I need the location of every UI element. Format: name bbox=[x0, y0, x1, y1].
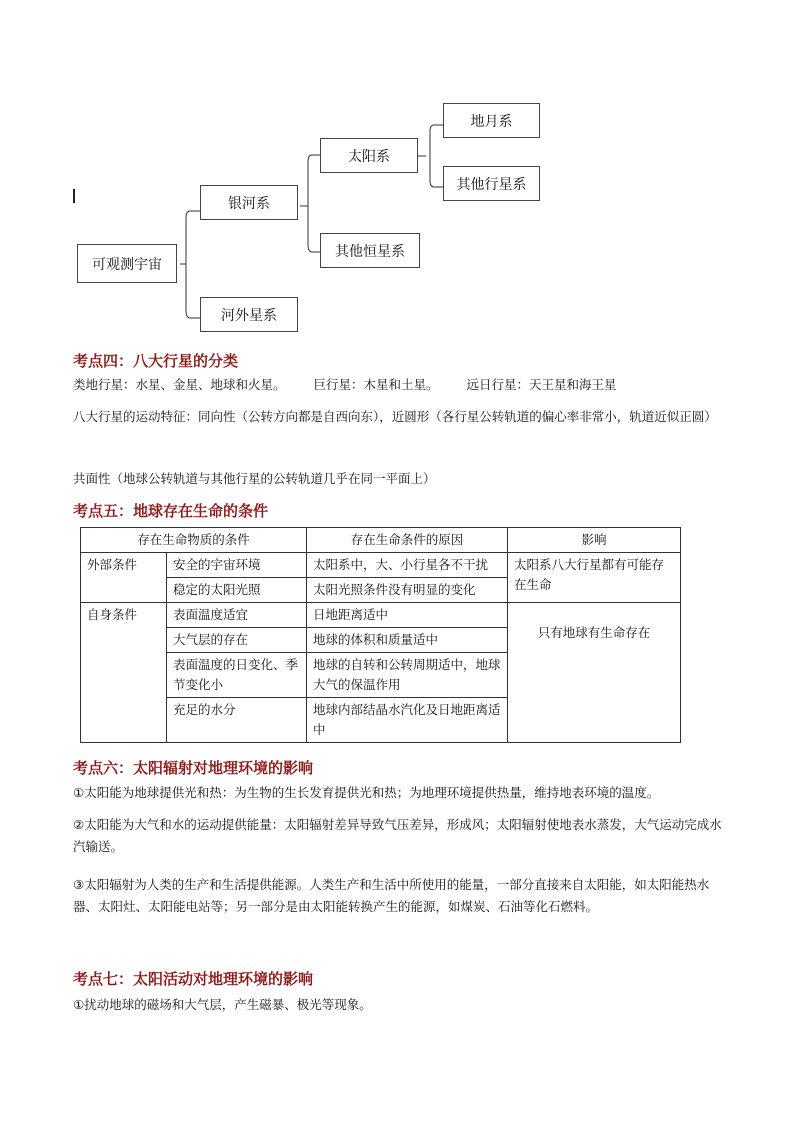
condition-cell: 表面温度的日变化、季节变化小 bbox=[167, 653, 307, 698]
reason-cell: 太阳系中，大、小行星各不干扰 bbox=[307, 553, 508, 578]
header-reasons: 存在生命条件的原因 bbox=[307, 528, 508, 553]
section5-heading: 考点五：地球存在生命的条件 bbox=[73, 502, 269, 520]
table-row bbox=[81, 553, 681, 578]
section4-heading: 考点四：八大行星的分类 bbox=[73, 352, 239, 370]
reason-cell: 日地距离适中 bbox=[307, 603, 508, 628]
reason-cell: 太阳光照条件没有明显的变化 bbox=[307, 578, 508, 603]
bracket-solar bbox=[418, 125, 434, 187]
node-solar-system: 太阳系 bbox=[320, 138, 418, 173]
header-material-conditions: 存在生命物质的条件 bbox=[81, 528, 307, 553]
condition-cell: 安全的宇宙环境 bbox=[167, 553, 307, 578]
terrestrial-planets: 类地行星：水星、金星、地球和火星。 bbox=[73, 377, 286, 392]
section6-heading: 考点六：太阳辐射对地理环境的影响 bbox=[73, 759, 314, 777]
external-conditions-label: 外部条件 bbox=[81, 553, 167, 603]
condition-cell: 稳定的太阳光照 bbox=[167, 578, 307, 603]
node-other-planet-systems: 其他行星系 bbox=[443, 166, 540, 201]
solar-radiation-point-3: ③太阳辐射为人类的生产和生活提供能源。人类生产和生活中所使用的能量，一部分直接来自太阳能，如太阳能热水器、太阳灶、太阳能电站等；另一部分是由太阳能转换产生的能源，如煤炭、石油等化石燃料。 bbox=[73, 877, 710, 914]
header-effects: 影响 bbox=[508, 528, 681, 553]
condition-cell: 充足的水分 bbox=[167, 698, 307, 743]
internal-conditions-label: 自身条件 bbox=[81, 603, 167, 743]
internal-effect-cell: 只有地球有生命存在 bbox=[508, 603, 681, 743]
condition-cell: 表面温度适宜 bbox=[167, 603, 307, 628]
condition-cell: 大气层的存在 bbox=[167, 628, 307, 653]
external-effect-cell: 太阳系八大行星都有可能存在生命 bbox=[508, 553, 681, 603]
node-milky-way: 银河系 bbox=[200, 185, 298, 220]
section7-heading: 考点七：太阳活动对地理环境的影响 bbox=[73, 970, 314, 988]
node-observable-universe: 可观测宇宙 bbox=[77, 244, 177, 283]
solar-activity-point-1: ①扰动地球的磁场和大气层，产生磁暴、极光等现象。 bbox=[73, 997, 372, 1012]
reason-cell: 地球内部结晶水汽化及日地距离适中 bbox=[307, 698, 508, 743]
giant-planets: 巨行星：木星和土星。 bbox=[313, 377, 439, 392]
node-earth-moon-system: 地月系 bbox=[443, 103, 540, 138]
bracket-galaxy bbox=[300, 155, 312, 252]
node-other-star-systems: 其他恒星系 bbox=[320, 233, 420, 268]
solar-radiation-point-1: ①太阳能为地球提供光和热：为生物的生长发育提供光和热；为地理环境提供热量，维持地表环境的温度。 bbox=[73, 785, 660, 800]
life-conditions-table bbox=[80, 527, 681, 743]
planet-motion-text: 八大行星的运动特征：同向性（公转方向都是自西向东），近圆形（各行星公转轨道的偏心率非常小，轨道近似正圆） bbox=[73, 409, 717, 424]
solar-radiation-point-2: ②太阳能为大气和水的运动提供能量：太阳辐射差异导致气压差异，形成风；太阳辐射使地表水蒸发，大气运动完成水汽输送。 bbox=[73, 817, 722, 854]
table-row bbox=[81, 603, 681, 628]
node-extragalactic: 河外星系 bbox=[200, 297, 298, 332]
distant-planets: 远日行星：天王星和海王星 bbox=[466, 377, 617, 392]
reason-cell: 地球的自转和公转周期适中，地球大气的保温作用 bbox=[307, 653, 508, 698]
reason-cell: 地球的体积和质量适中 bbox=[307, 628, 508, 653]
planet-classes bbox=[73, 374, 617, 396]
coplanar-text: 共面性（地球公转轨道与其他行星的公转轨道几乎在同一平面上） bbox=[73, 471, 436, 486]
bracket-root bbox=[180, 211, 190, 318]
table-header-row bbox=[81, 528, 681, 553]
